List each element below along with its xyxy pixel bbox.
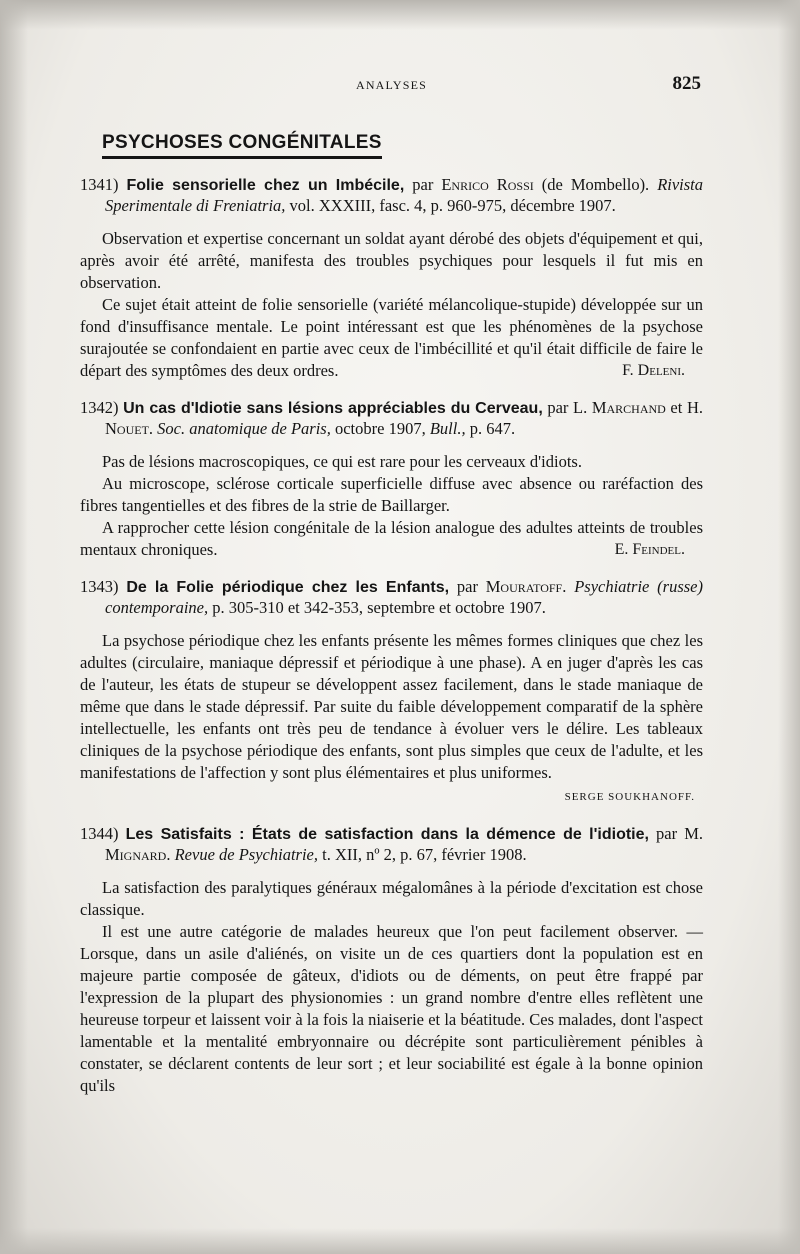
entry-text: t. XII, nº 2, p. 67, février 1908.	[318, 845, 527, 864]
entry-heading	[80, 175, 703, 216]
entry-text: p. 305-310 et 342-353, septembre et octobre 1907.	[208, 598, 546, 617]
entry-text: .	[148, 419, 158, 438]
entry-1341	[80, 175, 703, 382]
entry-journal: Rivista Sperimentale di Freniatria,	[105, 175, 704, 215]
signature: F. Deleni.	[622, 362, 685, 379]
scan-shadow-right	[778, 0, 800, 1254]
entry-author: Enrico Rossi	[441, 175, 534, 194]
page-content	[80, 72, 703, 1097]
running-title: ANALYSES	[355, 78, 428, 92]
paragraph: La satisfaction des paralytiques généraux mégalomânes à la période d'excitation est chose classique.	[80, 878, 703, 919]
page-number: 825	[672, 73, 701, 94]
paragraph: Au microscope, sclérose corticale superficielle diffuse avec absence ou raréfaction des fibres tangentielles et des fibres de la strie de Baillarger.	[80, 474, 703, 515]
entry-1344	[80, 824, 703, 1097]
signature: SERGE SOUKHANOFF.	[564, 791, 695, 803]
paragraph: Observation et expertise concernant un soldat ayant dérobé des objets d'équipement et qui, après avoir été arrêté, manifesta des troubles psychiques pour lesquels il fut mis en observation.	[80, 229, 703, 292]
entry-text: et	[665, 398, 687, 417]
paragraph: Ce sujet était atteint de folie sensorielle (variété mélancolique-stupide) développée sur un fond d'insuffisance mentale. Le point intéressant est que les phénomènes de la psychose surajoutée se confondaient en partie avec ceux de l'imbécillité et qu'il était difficile de faire le départ des symptômes des deux ordres.	[80, 295, 703, 380]
entry-by: par	[648, 824, 685, 843]
signature-row	[80, 786, 703, 808]
scan-shadow-left	[0, 0, 28, 1254]
entry-author: L. Marchand	[573, 398, 666, 417]
entry-title: Un cas d'Idiotie sans lésions appréciables du Cerveau,	[123, 400, 543, 417]
paragraph: Pas de lésions macroscopiques, ce qui est rare pour les cerveaux d'idiots.	[102, 452, 582, 471]
entry-title: Les Satisfaits : États de satisfaction dans la démence de l'idiotie,	[125, 826, 649, 843]
entry-text: vol. XXXIII, fasc. 4, p. 960-975, décembre 1907.	[285, 196, 616, 215]
entry-by: par	[449, 577, 486, 596]
entry-text: octobre 1907,	[330, 419, 430, 438]
running-header	[80, 72, 703, 102]
paragraph: La psychose périodique chez les enfants présente les mêmes formes cliniques que chez les adultes (circulaire, maniaque dépressif et périodique à une phase). A en juger d'après les cas de l'auteur, les états de stupeur se développent assez facilement, dans le stade maniaque de même que dans le stade dépressif. Par suite du faible développement comparatif de la sphère intellectuelle, les enfants ont très peu de tendance à évoluer vers le délire. Les tableaux cliniques de la psychose périodique des enfants, sont plus simples que ceux de l'adulte, et les manifestations de l'affection y sont plus élémentaires et plus uniformes.	[80, 631, 703, 782]
entry-text: .	[166, 845, 175, 864]
entry-1342	[80, 398, 703, 561]
entry-author: Mouratoff	[485, 577, 563, 596]
section-title: PSYCHOSES CONGÉNITALES	[102, 132, 382, 159]
entry-title: Folie sensorielle chez un Imbécile,	[126, 177, 405, 194]
entry-journal: Psychiatrie (russe) contemporaine,	[105, 577, 703, 617]
entry-text: p. 647.	[465, 419, 516, 438]
entry-text: .	[562, 577, 575, 596]
entry-heading	[80, 398, 703, 439]
entry-heading	[80, 824, 703, 865]
scan-shadow-top	[0, 0, 800, 30]
entry-author: M. Mignard	[105, 824, 704, 864]
paragraph: A rapprocher cette lésion congénitale de la lésion analogue des adultes atteints de troubles mentaux chroniques.	[80, 518, 703, 559]
entry-text: (de Mombello).	[533, 175, 658, 194]
entry-journal: Revue de Psychiatrie,	[174, 845, 318, 864]
entry-number: 1344)	[80, 824, 119, 843]
paragraph: Il est une autre catégorie de malades heureux que l'on peut facilement observer. — Lorsque, dans un asile d'aliénés, on visite un de ces quartiers dont la population est en majeure partie composée de gâteux, d'idiots ou de déments, on peut être frappé par l'expression de la plupart des physionomies : un grand nombre d'entre elles reflètent une heureuse torpeur et laissent voir à la fois la niaiserie et la béatitude. Ces malades, dont l'aspect lamentable et la mentalité embryonnaire ou décrépite sont particulièrement pénibles à constater, se déclarent contents de leur sort ; et leur sociabilité est égale à la bonne opinion qu'ils	[80, 922, 703, 1095]
entry-journal: Soc. anatomique de Paris,	[157, 419, 331, 438]
entry-journal-2: Bull.,	[429, 419, 466, 438]
entry-number: 1341)	[80, 175, 119, 194]
entry-heading	[80, 577, 703, 618]
scan-shadow-bottom	[0, 1228, 800, 1254]
entry-number: 1342)	[80, 398, 119, 417]
entry-number: 1343)	[80, 577, 119, 596]
signature: E. Feindel.	[614, 541, 685, 558]
entry-author-2: H. Nouet	[105, 398, 703, 438]
entry-by: par	[542, 398, 574, 417]
entry-title: De la Folie périodique chez les Enfants,	[126, 579, 450, 596]
entry-by: par	[404, 175, 442, 194]
entry-1343	[80, 577, 703, 808]
